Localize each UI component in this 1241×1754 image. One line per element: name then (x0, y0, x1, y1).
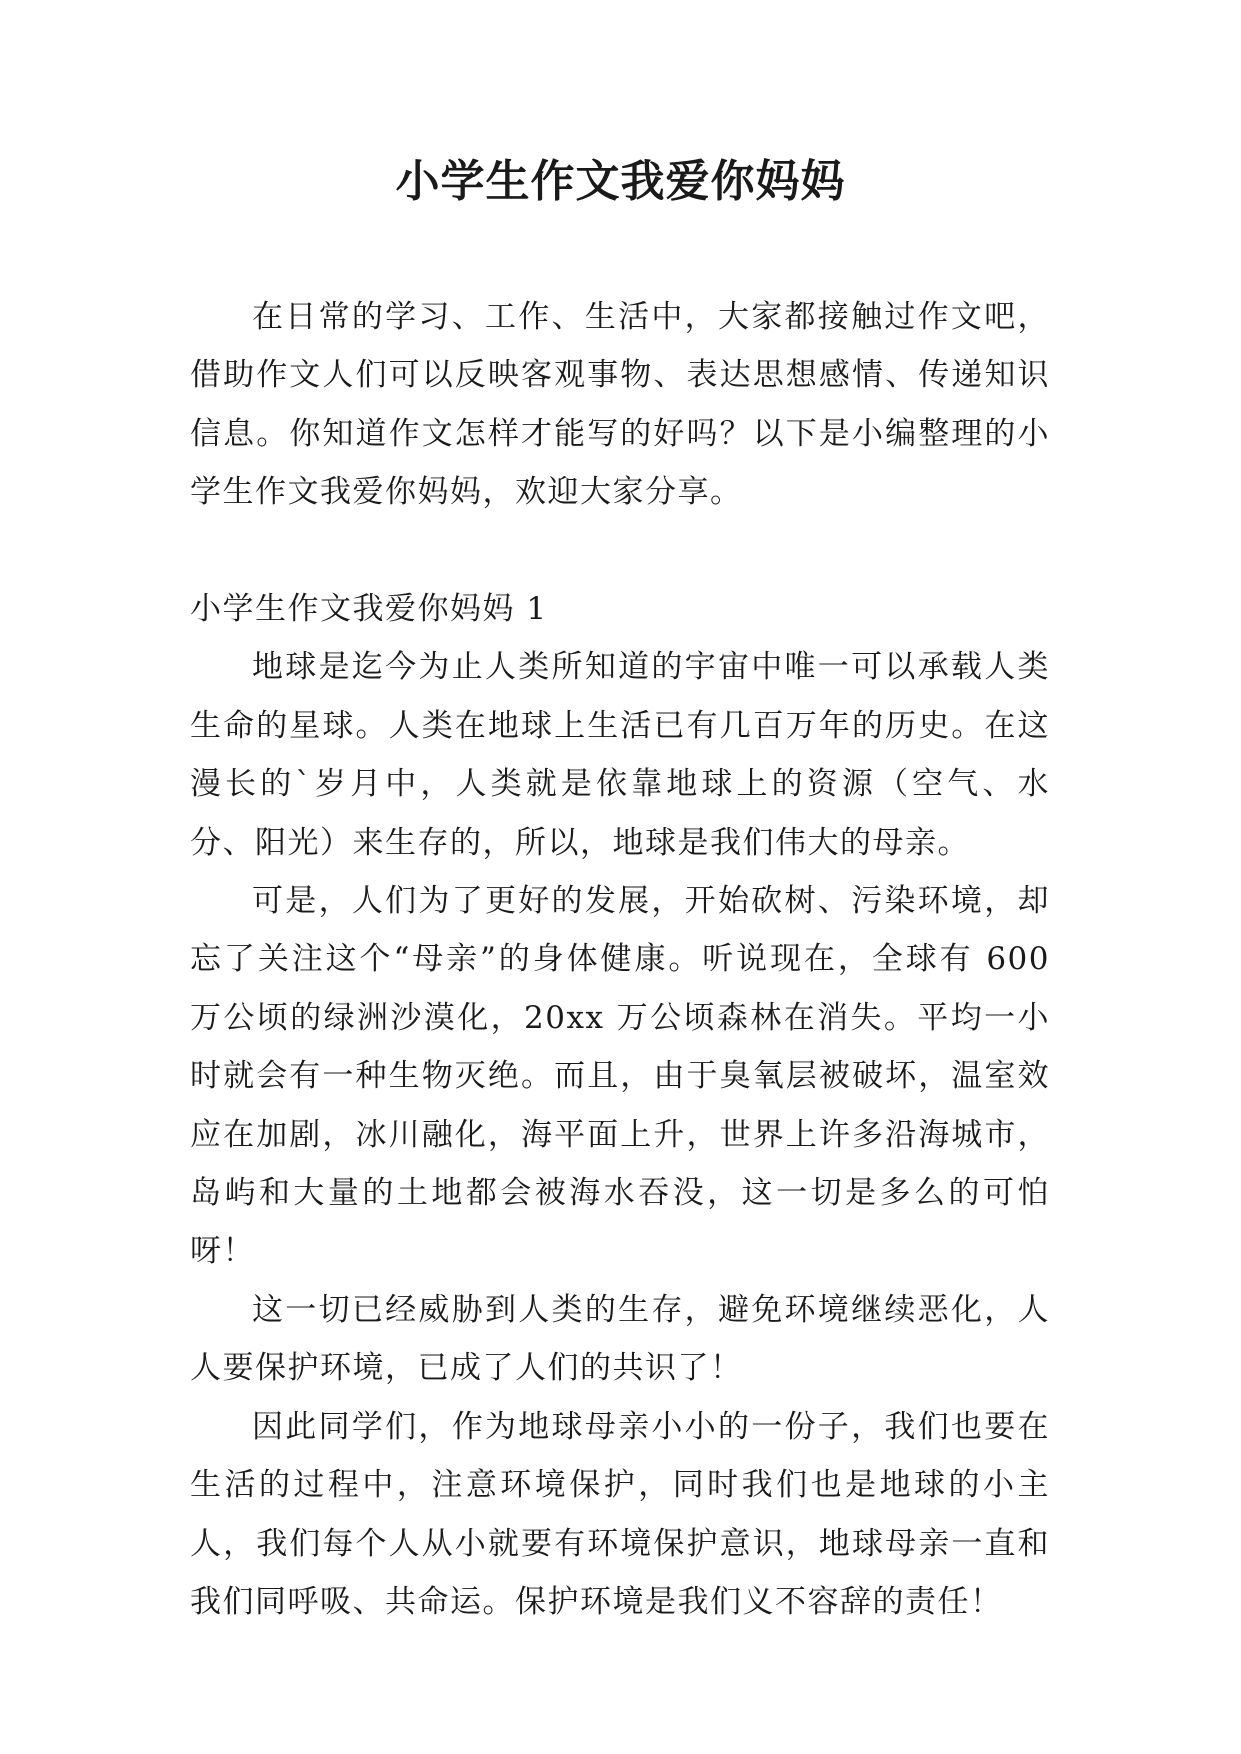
essay-paragraph-1: 地球是迄今为止人类所知道的宇宙中唯一可以承载人类生命的星球。人类在地球上生活已有几百万年的历史。在这漫长的`岁月中，人类就是依靠地球上的资源（空气、水分、阳光）来生存的，所以，地球是我们伟大的母亲。 (190, 649, 1050, 861)
intro-section (190, 288, 1050, 522)
essay-paragraph-3: 这一切已经威胁到人类的生存，避免环境继续恶化，人人要保护环境，已成了人们的共识了！ (190, 1291, 1050, 1387)
intro-paragraph: 在日常的学习、工作、生活中，大家都接触过作文吧，借助作文人们可以反映客观事物、表达思想感情、传递知识信息。你知道作文怎样才能写的好吗？以下是小编整理的小学生作文我爱你妈妈，欢迎大家分享。 (190, 299, 1050, 511)
essay-paragraph-2: 可是，人们为了更好的发展，开始砍树、污染环境，却忘了关注这个“母亲”的身体健康。听说现在，全球有 600 万公顷的绿洲沙漠化，20xx 万公顷森林在消失。平均一小时就会有一种生物灭绝。而且，由于臭氧层被破坏，温室效应在加剧，冰川融化，海平面上升，世界上许多沿海城市，岛屿和大量的土地都会被海水吞没，这一切是多么的可怕呀！ (190, 883, 1050, 1270)
section-heading: 小学生作文我爱你妈妈 1 (190, 591, 548, 627)
essay-section (190, 580, 1050, 1631)
essay-paragraph-4: 因此同学们，作为地球母亲小小的一份子，我们也要在生活的过程中，注意环境保护，同时我们也是地球的小主人，我们每个人从小就要有环境保护意识，地球母亲一直和我们同呼吸、共命运。保护环境是我们义不容辞的责任！ (190, 1408, 1050, 1620)
document-title: 小学生作文我爱你妈妈 (395, 156, 846, 207)
